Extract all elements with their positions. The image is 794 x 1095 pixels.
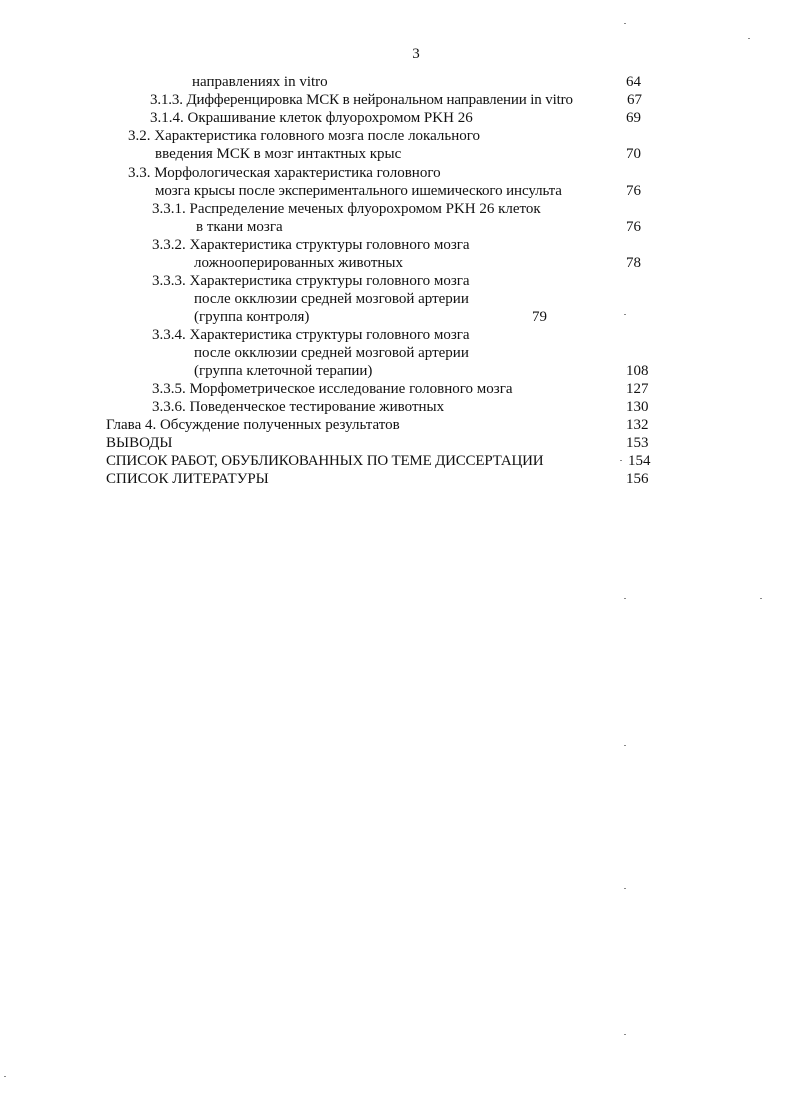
scan-speck — [624, 1034, 626, 1035]
toc-entry-text: после окклюзии средней мозговой артерии — [194, 291, 469, 307]
scan-speck — [748, 38, 750, 39]
toc-entry-text: 3.1.3. Дифференцировка МСК в нейрональном направлении in vitro — [150, 92, 573, 108]
scan-speck — [4, 1076, 6, 1077]
toc-entry-page: 108 — [626, 363, 649, 379]
table-of-contents — [0, 0, 794, 520]
toc-entry-page: 154 — [628, 453, 651, 469]
page-number: 3 — [412, 46, 420, 62]
toc-entry-text: 3.3.6. Поведенческое тестирование животных — [152, 399, 445, 415]
scan-speck — [624, 598, 626, 599]
toc-entry-text: СПИСОК РАБОТ, ОБУБЛИКОВАННЫХ ПО ТЕМЕ ДИССЕРТАЦИИ — [106, 453, 544, 469]
toc-entry-page: 64 — [626, 74, 641, 90]
toc-entry-text: 3.3.1. Распределение меченых флуорохромом PKH 26 клеток — [152, 201, 541, 217]
toc-entry-text: мозга крысы после экспериментального ишемического инсульта — [155, 183, 562, 199]
scan-speck — [624, 23, 626, 24]
toc-entry-page: 76 — [626, 183, 641, 199]
toc-entry-text: 3.3.4. Характеристика структуры головного мозга — [152, 327, 470, 343]
toc-entry-page: 67 — [627, 92, 642, 108]
toc-entry-text: в ткани мозга — [196, 219, 283, 235]
toc-entry-page: 69 — [626, 110, 641, 126]
scan-speck — [760, 598, 762, 599]
toc-entry-text: Глава 4. Обсуждение полученных результатов — [106, 417, 400, 433]
scan-speck — [624, 314, 626, 315]
toc-entry-page: 70 — [626, 146, 641, 162]
toc-entry-text: ВЫВОДЫ — [106, 435, 173, 451]
toc-entry-page: 78 — [626, 255, 641, 271]
toc-entry-text: введения МСК в мозг интактных крыс — [155, 146, 402, 162]
toc-entry-page: 156 — [626, 471, 649, 487]
toc-entry-page: 153 — [626, 435, 649, 451]
toc-entry-text: (группа клеточной терапии) — [194, 363, 373, 379]
toc-entry-text: направлениях in vitro — [192, 74, 328, 90]
toc-entry-page: 130 — [626, 399, 649, 415]
toc-entry-text: 3.3. Морфологическая характеристика головного — [128, 165, 441, 181]
toc-entry-text: 3.2. Характеристика головного мозга после локального — [128, 128, 481, 144]
toc-entry-text: после окклюзии средней мозговой артерии — [194, 345, 469, 361]
toc-entry-page: 132 — [626, 417, 649, 433]
toc-entry-text: СПИСОК ЛИТЕРАТУРЫ — [106, 471, 269, 487]
scan-speck — [624, 888, 626, 889]
toc-entry-page: 127 — [626, 381, 649, 397]
toc-entry-text: 3.1.4. Окрашивание клеток флуорохромом PKH 26 — [150, 110, 473, 126]
toc-entry-text: 3.3.3. Характеристика структуры головного мозга — [152, 273, 470, 289]
scan-speck — [624, 745, 626, 746]
toc-entry-page: 76 — [626, 219, 641, 235]
toc-entry-text: 3.3.2. Характеристика структуры головного мозга — [152, 237, 470, 253]
scan-speck — [620, 460, 622, 461]
toc-entry-page: 79 — [532, 309, 547, 325]
toc-entry-text: (группа контроля) — [194, 309, 310, 325]
toc-entry-text: 3.3.5. Морфометрическое исследование головного мозга — [152, 381, 513, 397]
toc-entry-text: ложнооперированных животных — [194, 255, 403, 271]
